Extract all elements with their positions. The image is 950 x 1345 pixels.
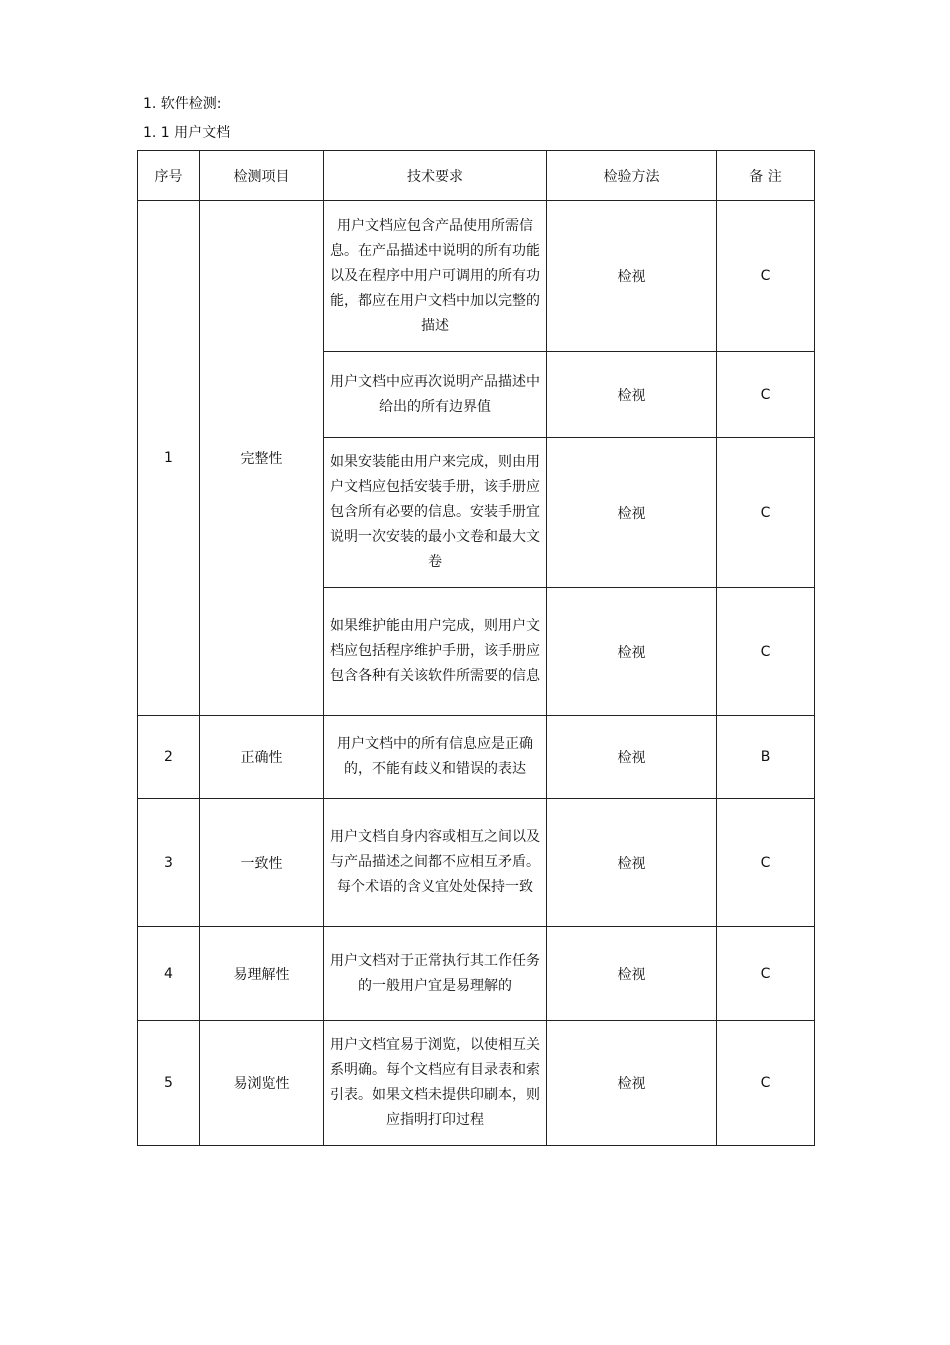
- header-requirement: 技术要求: [324, 151, 547, 201]
- note-cell: C: [717, 799, 815, 927]
- requirement-cell: 用户文档中应再次说明产品描述中给出的所有边界值: [324, 352, 547, 438]
- method-cell: 检视: [547, 1021, 717, 1146]
- note-cell: C: [717, 438, 815, 588]
- note-cell: C: [717, 201, 815, 352]
- section-title: 1. 软件检测:: [143, 96, 222, 112]
- header-note: 备 注: [717, 151, 815, 201]
- note-cell: B: [717, 716, 815, 799]
- check-item: 一致性: [200, 799, 324, 927]
- check-item: 完整性: [200, 201, 324, 716]
- requirement-cell: 用户文档自身内容或相互之间以及与产品描述之间都不应相互矛盾。每个术语的含义宜处处保持一致: [324, 799, 547, 927]
- method-cell: 检视: [547, 799, 717, 927]
- table-row: [138, 927, 815, 1021]
- row-number: 2: [138, 716, 200, 799]
- requirement-cell: 用户文档应包含产品使用所需信息。在产品描述中说明的所有功能以及在程序中用户可调用的所有功能，都应在用户文档中加以完整的描述: [324, 201, 547, 352]
- subsection-title: 1. 1 用户文档: [143, 125, 231, 141]
- requirement-cell: 用户文档对于正常执行其工作任务的一般用户宜是易理解的: [324, 927, 547, 1021]
- method-cell: 检视: [547, 927, 717, 1021]
- check-item: 易浏览性: [200, 1021, 324, 1146]
- note-cell: C: [717, 588, 815, 716]
- requirement-cell: 如果安装能由用户来完成，则由用户文档应包括安装手册，该手册应包含所有必要的信息。安装手册宜说明一次安装的最小文卷和最大文卷: [324, 438, 547, 588]
- table-row: [138, 799, 815, 927]
- table-header-row: [138, 151, 815, 201]
- note-cell: C: [717, 927, 815, 1021]
- row-number: 4: [138, 927, 200, 1021]
- requirement-cell: 用户文档宜易于浏览，以使相互关系明确。每个文档应有目录表和索引表。如果文档未提供印刷本，则应指明打印过程: [324, 1021, 547, 1146]
- requirement-cell: 如果维护能由用户完成，则用户文档应包括程序维护手册，该手册应包含各种有关该软件所需要的信息: [324, 588, 547, 716]
- table-row: [138, 1021, 815, 1146]
- method-cell: 检视: [547, 201, 717, 352]
- method-cell: 检视: [547, 438, 717, 588]
- note-cell: C: [717, 1021, 815, 1146]
- requirement-cell: 用户文档中的所有信息应是正确的，不能有歧义和错误的表达: [324, 716, 547, 799]
- row-number: 5: [138, 1021, 200, 1146]
- method-cell: 检视: [547, 716, 717, 799]
- table-row: [138, 201, 815, 352]
- method-cell: 检视: [547, 588, 717, 716]
- row-number: 1: [138, 201, 200, 716]
- inspection-table: [137, 150, 815, 1146]
- note-cell: C: [717, 352, 815, 438]
- header-no: 序号: [138, 151, 200, 201]
- header-method: 检验方法: [547, 151, 717, 201]
- table-row: [138, 716, 815, 799]
- method-cell: 检视: [547, 352, 717, 438]
- check-item: 正确性: [200, 716, 324, 799]
- header-item: 检测项目: [200, 151, 324, 201]
- row-number: 3: [138, 799, 200, 927]
- check-item: 易理解性: [200, 927, 324, 1021]
